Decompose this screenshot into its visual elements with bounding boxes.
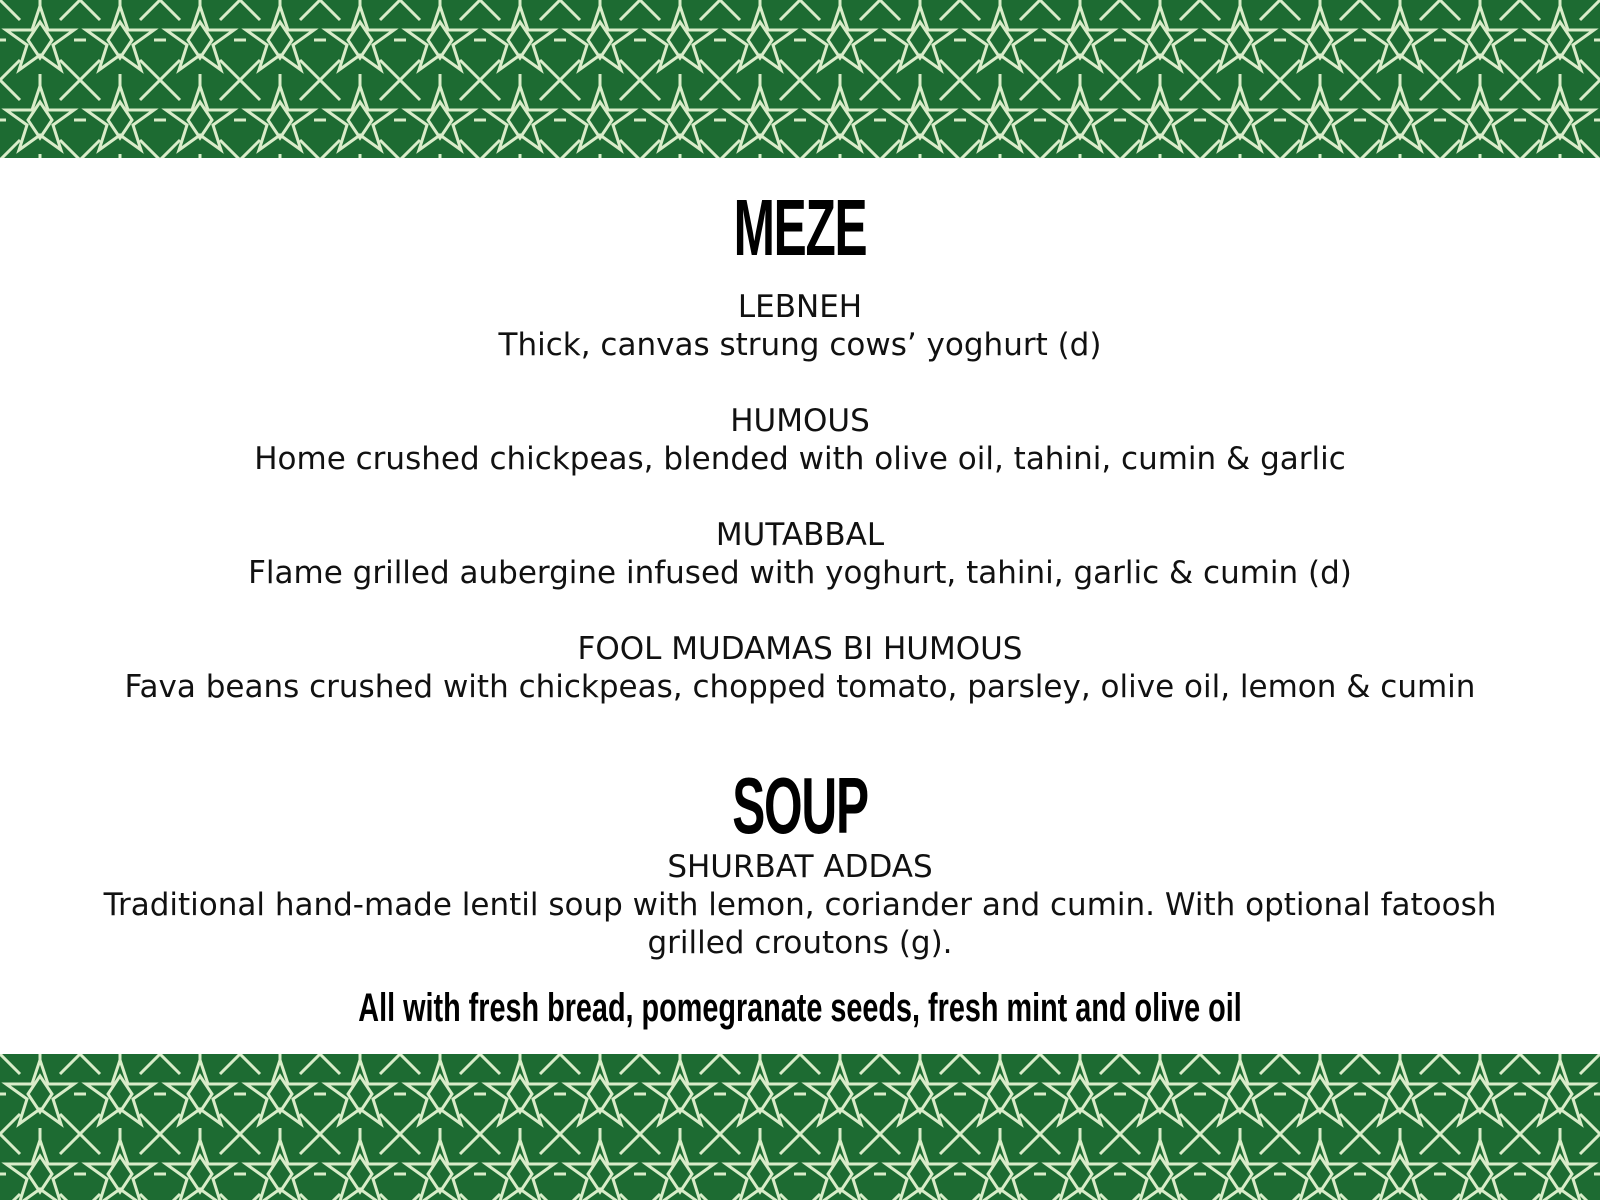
dish-description: Fava beans crushed with chickpeas, chopped tomato, parsley, olive oil, lemon & cumin [124,669,1476,705]
section-title-meze: MEZE [733,183,867,272]
menu-item-mutabbal [100,516,1500,592]
geometric-pattern-icon [0,1054,1600,1200]
menu-item-fool-mudamas [100,630,1500,706]
dish-description: Home crushed chickpeas, blended with olive oil, tahini, cumin & garlic [254,441,1346,477]
dish-name: MUTABBAL [715,517,885,553]
footer-note: All with fresh bread, pomegranate seeds, fresh mint and olive oil [358,986,1242,1030]
geometric-pattern-icon [0,0,1600,158]
menu-item-shurbat-addas [100,848,1500,962]
dish-name: HUMOUS [730,403,870,439]
menu-content [0,158,1600,1054]
section-title-soup: SOUP [732,761,868,850]
top-pattern-band [0,0,1600,158]
dish-name: LEBNEH [737,289,863,325]
dish-description: Traditional hand-made lentil soup with lemon, coriander and cumin. With optional fatoosh grilled croutons (g). [103,887,1497,961]
dish-description: Thick, canvas strung cows’ yoghurt (d) [498,327,1102,363]
dish-name: SHURBAT ADDAS [667,849,933,885]
menu-item-lebneh [100,288,1500,364]
dish-description: Flame grilled aubergine infused with yoghurt, tahini, garlic & cumin (d) [248,555,1352,591]
dish-name: FOOL MUDAMAS BI HUMOUS [577,631,1023,667]
menu-item-humous [100,402,1500,478]
bottom-pattern-band [0,1054,1600,1200]
